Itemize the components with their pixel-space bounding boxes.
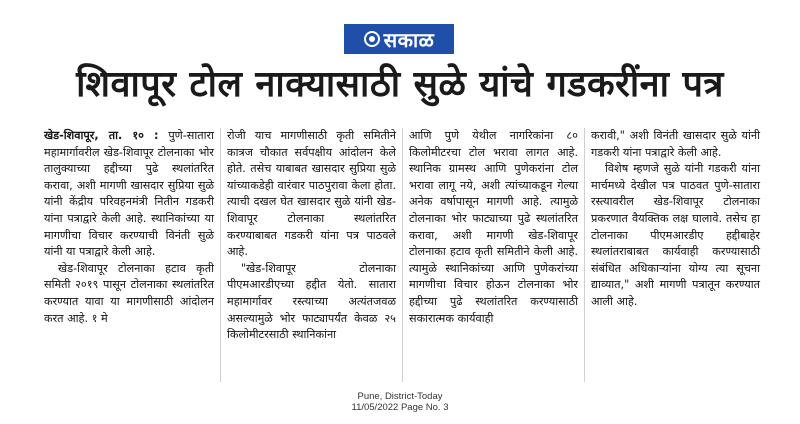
article-headline: शिवापूर टोल नाक्यासाठी सुळे यांचे गडकरींना पत्र (76, 63, 724, 105)
newspaper-masthead (344, 24, 454, 54)
article-paragraph (44, 128, 214, 261)
clipping-footer (0, 391, 800, 413)
sakal-logo-icon (364, 31, 380, 47)
article-column-1 (38, 128, 220, 382)
article-paragraph: "खेड-शिवापूर टोलनाका पीएमआरडीएच्या हद्दीत येतो. सातारा महामार्गावर रस्त्याच्या अत्यंतजवळ असल्यामुळे भोर फाट्यापर्यंत केवळ २५ किलोमीटरसाठी स्थानिकांना (227, 261, 396, 342)
article-column-2 (220, 128, 402, 382)
article-column-4 (584, 128, 766, 382)
article-paragraph: रोजी याच मागणीसाठी कृती समितीने कात्रज चौकात सर्वपक्षीय आंदोलन केले होते. तसेच याबाबत खासदार सुप्रिया सुळे यांच्याकडेही वारंवार पाठपुरावा केला होता. त्याची दखल घेत खासदार सुळे यांनी खेड-शिवापूर टोलनाका स्थलांतरित करण्याबाबत गडकरी यांना पत्र पाठवले आहे. (227, 129, 396, 259)
masthead-title: सकाळ (383, 27, 435, 52)
edition-label: Pune, District-Today (357, 391, 443, 402)
article-column-3 (402, 128, 584, 382)
article-paragraph: करावी," अशी विनंती खासदार सुळे यांनी गडकरी यांना पत्राद्वारे केली आहे. (591, 129, 760, 159)
article-paragraph: खेड-शिवापूर टोलनाका हटाव कृती समिती २०१९ पासून टोलनाका स्थलांतरित करण्यात यावा या मागणीसाठी आंदोलन करत आहे. १ मे (44, 261, 214, 325)
date-page-label: 11/05/2022 Page No. 3 (351, 402, 449, 413)
article-dateline: खेड-शिवापूर, ता. १० : (44, 129, 159, 142)
article-body (38, 128, 766, 382)
article-paragraph-text: पुणे-सातारा महामार्गावरील खेड-शिवापूर टोलनाका भोर तालुक्याच्या हद्दीच्या पुढे स्थलांतरित करावा, अशी मागणी खासदार सुप्रिया सुळे यांनी केंद्रीय परिवहनमंत्री नितीन गडकरी यांना पत्राद्वारे केली आहे. स्थानिकांच्या या मागणीचा विचार करण्याची विनंती सुळे यांनी या पत्राद्वारे केली आहे. (44, 129, 215, 259)
article-paragraph: आणि पुणे येथील नागरिकांना ८० किलोमीटरचा टोल भरावा लागत आहे. स्थानिक ग्रामस्थ आणि पुणेकरांना टोल भरावा लागू नये, अशी त्यांच्याकडून गेल्या अनेक वर्षापासून मागणी आहे. त्यामुळे टोलनाका भोर फाट्याच्या पुढे स्थलांतरित करावा, अशी मागणी खेड-शिवापूर टोलनाका हटाव कृती समितीने केली आहे. त्यामुळे स्थानिकांच्या आणि पुणेकरांच्या मागणीचा विचार होऊन टोलनाका भोर हद्दीच्या पुढे स्थलांतरित करण्यासाठी सकारात्मक कार्यवाही (409, 129, 578, 325)
article-paragraph: विशेष म्हणजे सुळे यांनी गडकरी यांना मार्चमध्ये देखील पत्र पाठवत पुणे-सातारा रस्त्यावरील खेड-शिवापूर टोलनाका प्रकरणात वैयक्तिक लक्ष घालावे. तसेच हा टोलनाका पीएमआरडीए हद्दीबाहेर स्थलांतराबाबत कार्यवाही करण्यासाठी संबंधित अधिकाऱ्यांना योग्य त्या सूचना द्याव्यात," अशी मागणी पत्रातून करण्यात आली आहे. (591, 162, 760, 308)
